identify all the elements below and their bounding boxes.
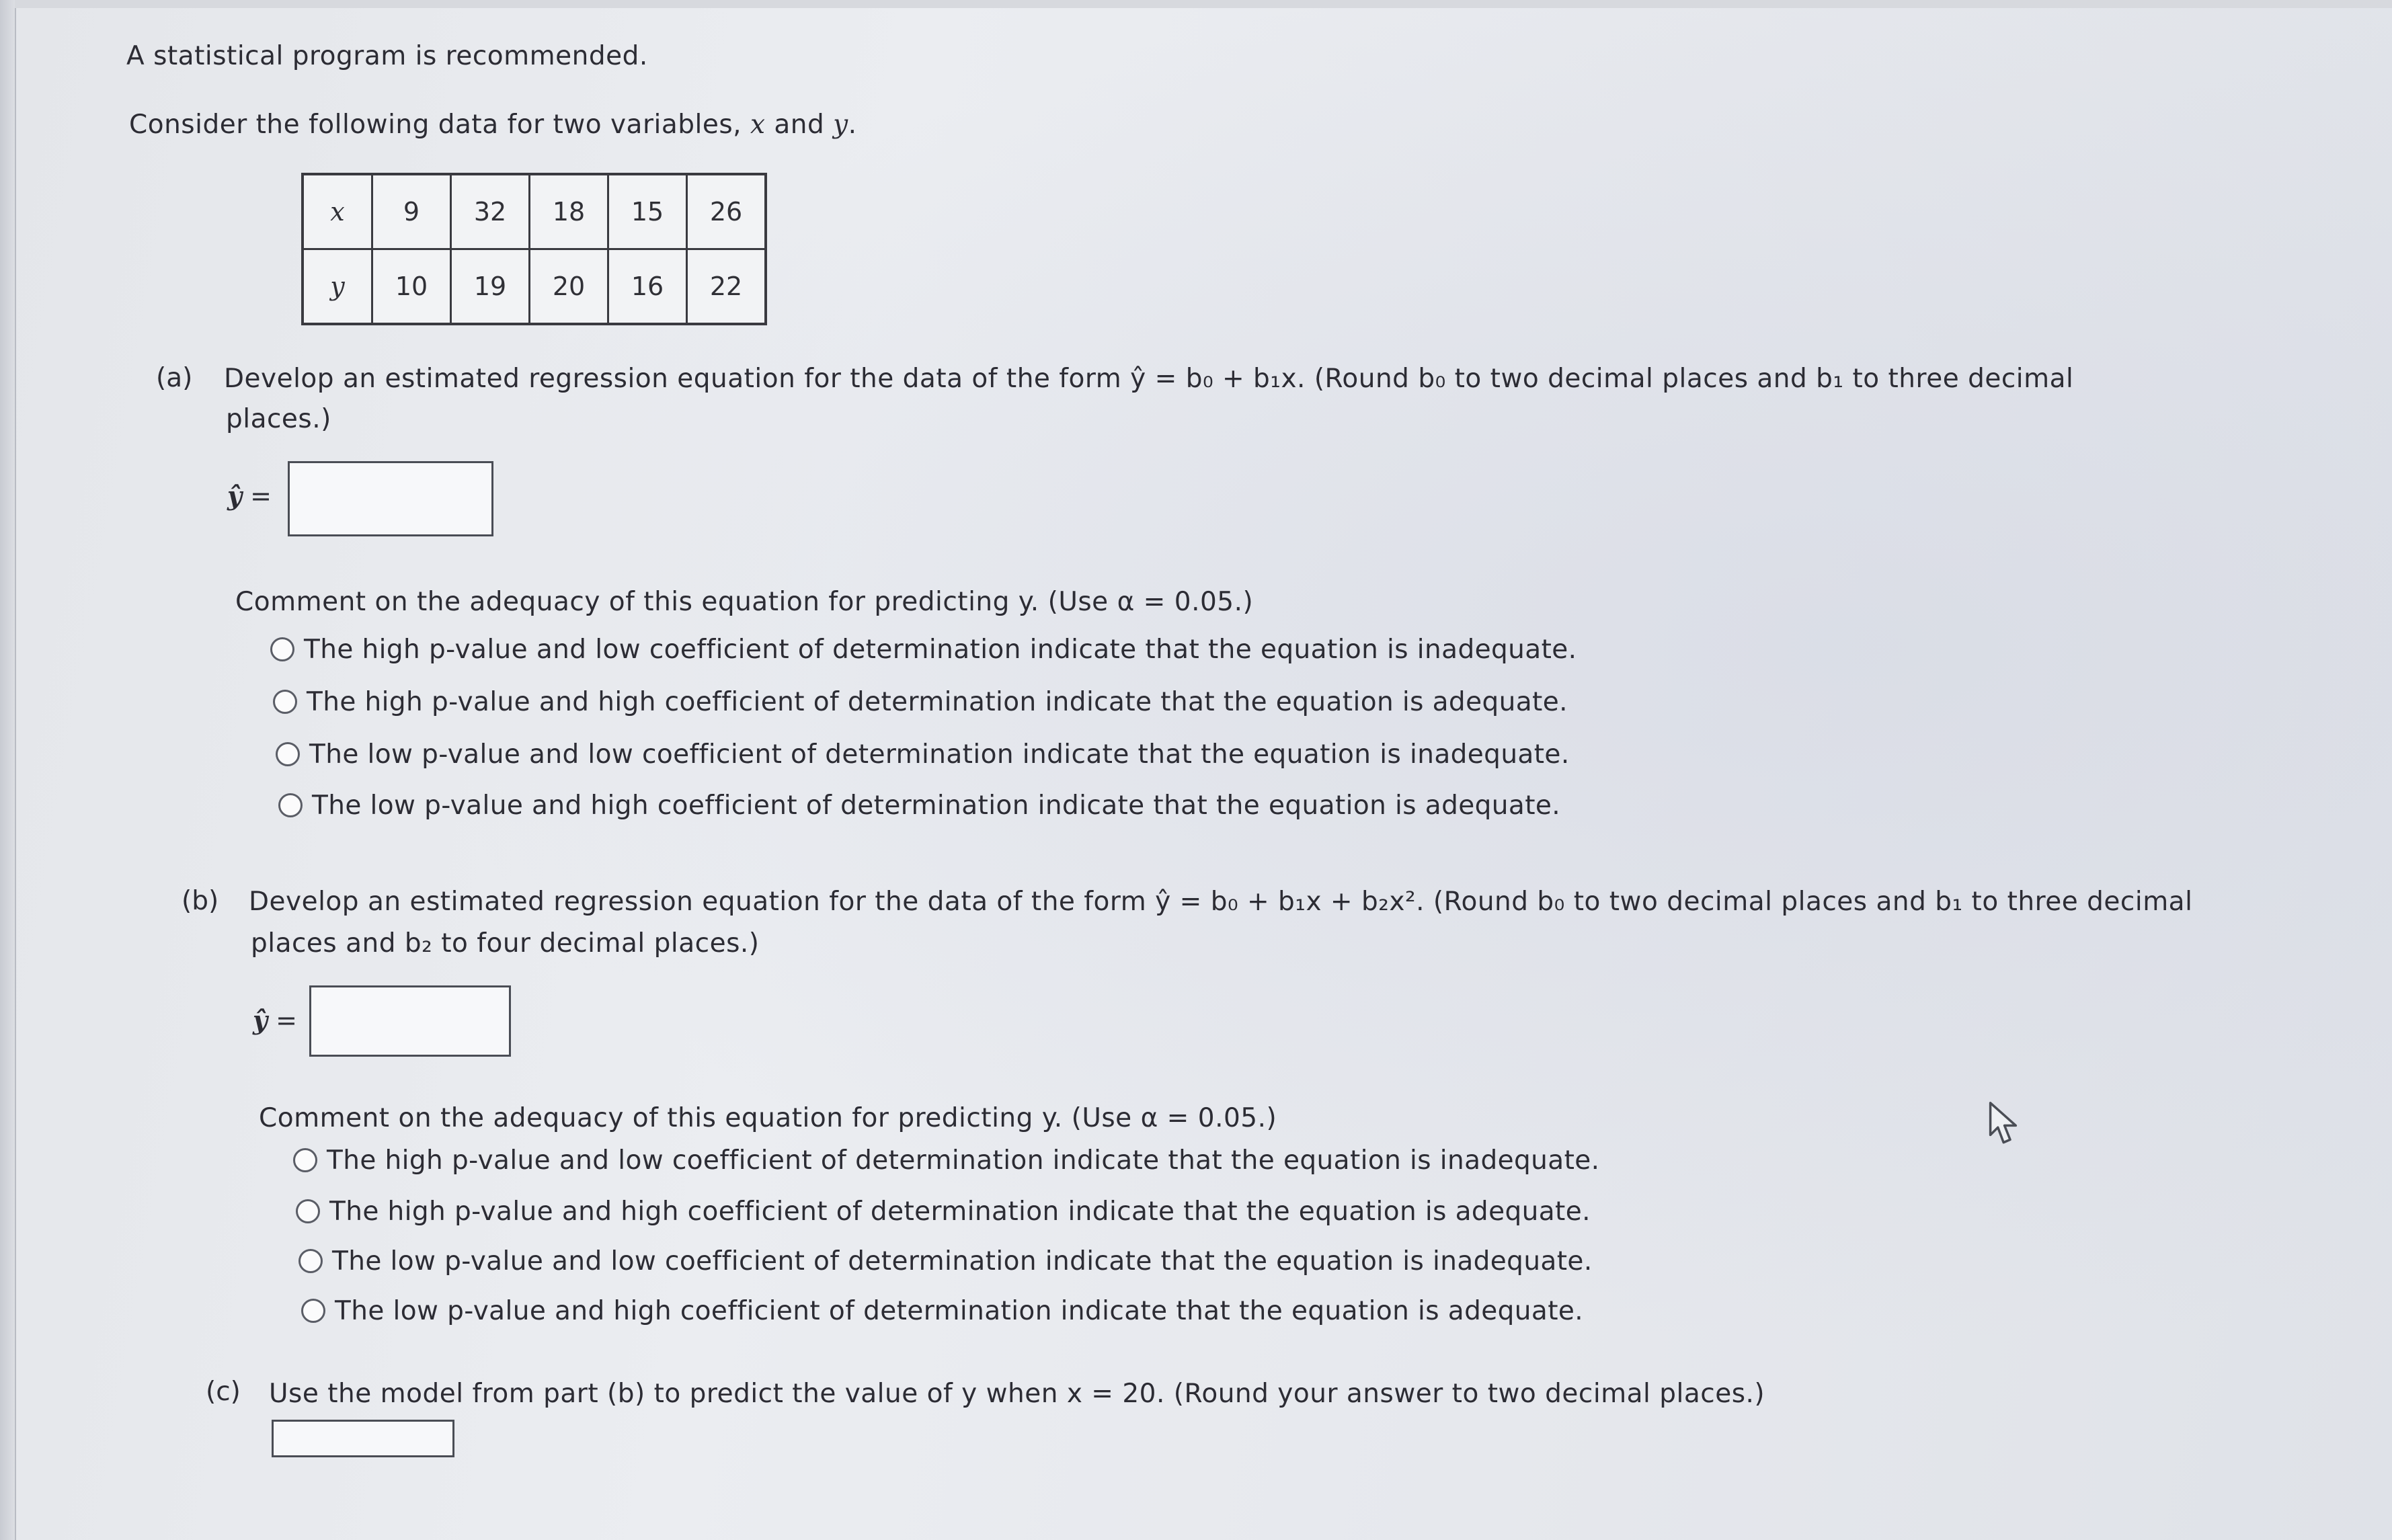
y-header-cell: y bbox=[303, 249, 372, 325]
y-row bbox=[303, 249, 766, 325]
y-cell: 19 bbox=[451, 249, 530, 325]
part-a-label: (a) bbox=[156, 363, 193, 393]
x-cell: 9 bbox=[372, 174, 451, 249]
part-c-prompt: Use the model from part (b) to predict the value of y when x = 20. (Round your answer to two decimal places.) bbox=[269, 1379, 1765, 1409]
y-cell: 10 bbox=[372, 249, 451, 325]
x-cell: 15 bbox=[608, 174, 687, 249]
part-b-option-2[interactable]: The high p-value and high coefficient of determination indicate that the equation is adequate. bbox=[296, 1195, 1591, 1227]
part-b-prompt-line2: places and b₂ to four decimal places.) bbox=[251, 928, 760, 959]
y-cell: 22 bbox=[687, 249, 766, 325]
part-b-equation: ŷ = b₀ + b₁x + b₂x² bbox=[1155, 887, 1417, 917]
part-b-option-4[interactable]: The low p-value and high coefficient of determination indicate that the equation is adequate. bbox=[301, 1295, 1583, 1327]
radio-button-icon[interactable] bbox=[273, 690, 297, 714]
y-cell: 16 bbox=[608, 249, 687, 325]
part-a-option-1[interactable]: The high p-value and low coefficient of determination indicate that the equation is inadequate. bbox=[270, 633, 1577, 665]
radio-button-icon[interactable] bbox=[278, 793, 303, 817]
mouse-pointer-icon bbox=[1987, 1101, 2024, 1148]
x-cell: 26 bbox=[687, 174, 766, 249]
radio-button-icon[interactable] bbox=[298, 1249, 323, 1273]
part-a-prompt-line1: Develop an estimated regression equation for the data of the form ŷ = b₀ + b₁x. (Round b₀ to two decimal places and b₁ to three decimal bbox=[224, 364, 2074, 394]
part-b-option-3[interactable]: The low p-value and low coefficient of determination indicate that the equation is inadequate. bbox=[298, 1245, 1593, 1277]
part-b-answer-input[interactable] bbox=[309, 985, 511, 1057]
radio-button-icon[interactable] bbox=[270, 637, 294, 661]
part-a-comment: Comment on the adequacy of this equation for predicting y. (Use α = 0.05.) bbox=[235, 587, 1254, 617]
part-b-option-1[interactable]: The high p-value and low coefficient of determination indicate that the equation is inadequate. bbox=[293, 1144, 1599, 1176]
part-b-yhat-label: ŷ = bbox=[253, 1005, 298, 1035]
window-left-edge bbox=[0, 0, 16, 1540]
part-c-answer-input[interactable] bbox=[272, 1420, 454, 1457]
part-a-option-4[interactable]: The low p-value and high coefficient of determination indicate that the equation is adequate. bbox=[278, 789, 1560, 821]
x-cell: 18 bbox=[530, 174, 608, 249]
radio-button-icon[interactable] bbox=[276, 742, 300, 766]
intro-text: A statistical program is recommended. bbox=[126, 41, 648, 71]
window-top-edge bbox=[15, 0, 2392, 8]
part-c-label: (c) bbox=[206, 1377, 241, 1407]
part-a-equation: ŷ = b₀ + b₁x bbox=[1130, 364, 1298, 394]
part-b-comment: Comment on the adequacy of this equation for predicting y. (Use α = 0.05.) bbox=[259, 1103, 1277, 1133]
x-header-cell: x bbox=[303, 174, 372, 249]
part-a-answer-input[interactable] bbox=[288, 461, 493, 536]
radio-button-icon[interactable] bbox=[301, 1299, 325, 1323]
part-a-prompt-line2: places.) bbox=[226, 404, 331, 434]
x-cell: 32 bbox=[451, 174, 530, 249]
data-table bbox=[301, 173, 767, 325]
part-a-option-2[interactable]: The high p-value and high coefficient of determination indicate that the equation is adequate. bbox=[273, 686, 1568, 718]
radio-button-icon[interactable] bbox=[296, 1199, 320, 1223]
radio-button-icon[interactable] bbox=[293, 1148, 317, 1172]
part-a-option-3[interactable]: The low p-value and low coefficient of determination indicate that the equation is inadequate. bbox=[276, 738, 1570, 770]
y-cell: 20 bbox=[530, 249, 608, 325]
x-row bbox=[303, 174, 766, 249]
consider-text: Consider the following data for two variables, x and y. bbox=[129, 110, 857, 140]
part-a-yhat-label: ŷ = bbox=[227, 481, 272, 511]
part-b-prompt-line1: Develop an estimated regression equation for the data of the form ŷ = b₀ + b₁x + b₂x². (Round b₀ to two decimal places and b₁ to three decimal bbox=[249, 887, 2193, 917]
part-b-label: (b) bbox=[182, 886, 219, 916]
